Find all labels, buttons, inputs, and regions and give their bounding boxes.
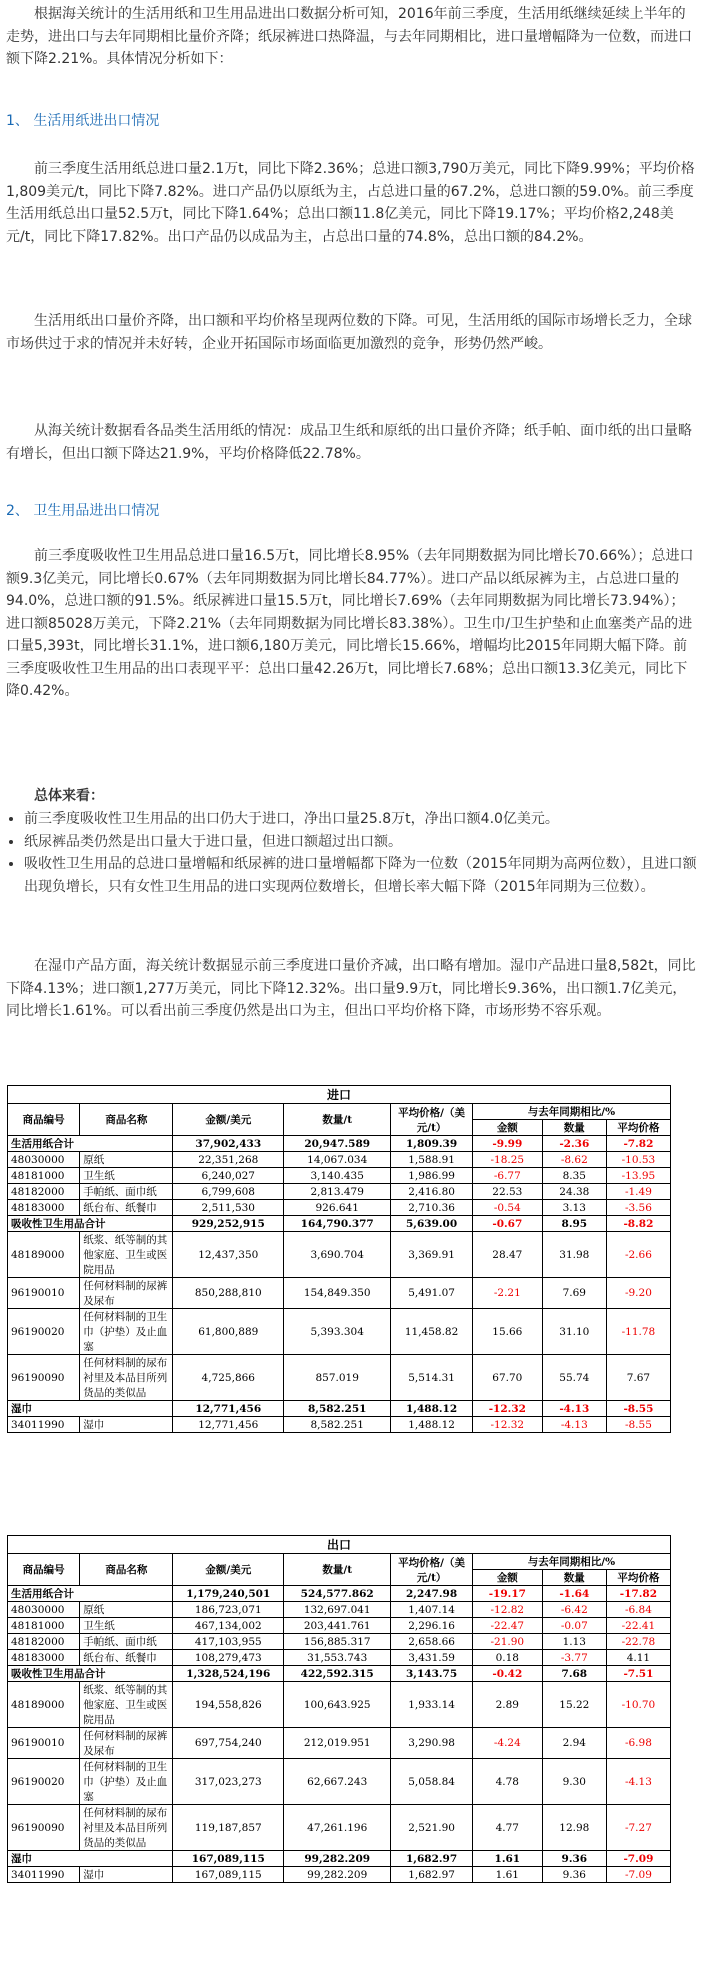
cell-yoy: -19.17 [472,1586,542,1602]
cell-yoy: 67.70 [472,1355,542,1401]
cell-name: 原纸 [80,1602,173,1618]
table-header-row [8,1104,671,1120]
cell-qty: 20,947.589 [284,1136,391,1152]
table-section-row [8,1401,671,1417]
cell-yoy: -17.82 [606,1586,670,1602]
cell-yoy: 8.95 [542,1216,606,1232]
summary-list [0,808,704,898]
cell-name: 卫生纸 [80,1168,173,1184]
cell-yoy: 2.89 [472,1682,542,1728]
cell-qty: 926.641 [284,1200,391,1216]
table-title-row [8,1536,671,1554]
cell-qty: 62,667.243 [284,1759,391,1805]
table-section-row [8,1586,671,1602]
header-yoy-qty: 数量 [542,1570,606,1586]
table-row [8,1152,671,1168]
cell-yoy: 4.77 [472,1805,542,1851]
cell-name: 任何材料制的尿裤及尿布 [80,1728,173,1759]
cell-avg: 2,521.90 [391,1805,473,1851]
paragraph-wet-wipes: 在湿巾产品方面，海关统计数据显示前三季度进口量价齐减，出口略有增加。湿巾产品进口量8,582t，同比下降4.13%；进口额1,277万美元，同比下降12.32%。出口量9.9万t，同比增长9.36%，出口额1.7亿美元，同比增长1.61%。可以看出前三季度仍然是出口为主，但出口平均价格下降，市场形势不容乐观。 [6,958,696,1019]
cell-name: 湿巾 [80,1417,173,1433]
cell-name: 纸浆、纸等制的其他家庭、卫生或医院用品 [80,1682,173,1728]
cell-avg: 3,369.91 [391,1232,473,1278]
cell-amount: 12,437,350 [173,1232,284,1278]
cell-qty: 100,643.925 [284,1682,391,1728]
cell-name: 手帕纸、面巾纸 [80,1634,173,1650]
cell-yoy: -4.13 [542,1401,606,1417]
cell-yoy: -13.95 [606,1168,670,1184]
cell-qty: 422,592.315 [284,1666,391,1682]
table-row [8,1355,671,1401]
cell-name: 纸台布、纸餐巾 [80,1200,173,1216]
header-yoy-avg: 平均价格 [606,1570,670,1586]
list-item: • 吸收性卫生用品的总进口量增幅和纸尿裤的进口量增幅都下降为一位数（2015年同期为高两位数），且进口额出现负增长，只有女性卫生用品的进口实现两位数增长，但增长率大幅下降（2015年同期为三位数）。 [24,853,704,898]
export-table [7,1535,671,1883]
cell-yoy: 0.18 [472,1650,542,1666]
cell-yoy: -1.64 [542,1586,606,1602]
cell-avg: 2,247.98 [391,1586,473,1602]
cell-qty: 8,582.251 [284,1417,391,1433]
cell-yoy: -8.55 [606,1417,670,1433]
cell-code: 48182000 [8,1184,80,1200]
cell-yoy: 9.36 [542,1851,606,1867]
cell-avg: 5,491.07 [391,1278,473,1309]
cell-qty: 212,019.951 [284,1728,391,1759]
cell-amount: 850,288,810 [173,1278,284,1309]
cell-yoy: -21.90 [472,1634,542,1650]
cell-code: 96190090 [8,1355,80,1401]
cell-yoy: -0.07 [542,1618,606,1634]
cell-qty: 99,282.209 [284,1851,391,1867]
cell-amount: 1,179,240,501 [173,1586,284,1602]
paragraph-tissue-analysis: 生活用纸出口量价齐降，出口额和平均价格呈现两位数的下降。可见，生活用纸的国际市场增长乏力，全球市场供过于求的情况并未好转，企业开拓国际市场面临更加激烈的竞争，形势仍然严峻。 [6,313,692,352]
cell-yoy: -3.56 [606,1200,670,1216]
header-avg: 平均价格/（美元/t） [391,1554,473,1586]
cell-yoy: -7.09 [606,1851,670,1867]
list-item: • 纸尿裤品类仍然是出口量大于进口量，但进口额超过出口额。 [24,831,704,854]
paragraph-tissue-stats: 前三季度生活用纸总进口量2.1万t，同比下降2.36%；总进口额3,790万美元，同比下降9.99%；平均价格1,809美元/t，同比下降7.82%。进口产品仍以原纸为主，占总进口量的67.2%，总进口额的59.0%。前三季度生活用纸总出口量52.5万t，同比下降1.64%；总出口额11.8亿美元，同比下降19.17%；平均价格2,248美元/t，同比下降17.82%。出口产品仍以成品为主，占总出口量的74.8%，总出口额的84.2%。 [6,161,695,245]
cell-avg: 5,514.31 [391,1355,473,1401]
table-row [8,1200,671,1216]
cell-yoy: -10.53 [606,1152,670,1168]
cell-name: 任何材料制的尿布衬里及本品目所列货品的类似品 [80,1805,173,1851]
cell-yoy: -10.70 [606,1682,670,1728]
import-table [7,1085,671,1433]
cell-code: 96190020 [8,1759,80,1805]
cell-yoy: -7.09 [606,1867,670,1883]
cell-yoy: 24.38 [542,1184,606,1200]
cell-avg: 3,290.98 [391,1728,473,1759]
cell-section-name: 湿巾 [8,1401,173,1417]
table-row [8,1184,671,1200]
header-yoy-qty: 数量 [542,1120,606,1136]
cell-yoy: 28.47 [472,1232,542,1278]
cell-avg: 2,658.66 [391,1634,473,1650]
cell-yoy: -7.51 [606,1666,670,1682]
table-row [8,1618,671,1634]
cell-yoy: 8.35 [542,1168,606,1184]
cell-yoy: 1.13 [542,1634,606,1650]
cell-qty: 164,790.377 [284,1216,391,1232]
cell-qty: 2,813.479 [284,1184,391,1200]
cell-yoy: -8.55 [606,1401,670,1417]
import-table-wrap [7,1085,671,1433]
cell-code: 48183000 [8,1200,80,1216]
export-table-wrap [7,1535,671,1883]
cell-avg: 2,296.16 [391,1618,473,1634]
cell-avg: 1,682.97 [391,1851,473,1867]
cell-yoy: -2.36 [542,1136,606,1152]
cell-yoy: -3.77 [542,1650,606,1666]
section-heading-hygiene: 2、 卫生用品进出口情况 [6,503,160,519]
cell-amount: 22,351,268 [173,1152,284,1168]
cell-amount: 4,725,866 [173,1355,284,1401]
cell-amount: 167,089,115 [173,1867,284,1883]
table-row [8,1728,671,1759]
cell-yoy: 3.13 [542,1200,606,1216]
table-title-row [8,1086,671,1104]
cell-yoy: 22.53 [472,1184,542,1200]
cell-avg: 3,143.75 [391,1666,473,1682]
paragraph-tissue-categories: 从海关统计数据看各品类生活用纸的情况：成品卫生纸和原纸的出口量价齐降；纸手帕、面巾纸的出口量略有增长，但出口额下降达21.9%，平均价格降低22.78%。 [6,423,692,462]
cell-yoy: 31.98 [542,1232,606,1278]
cell-amount: 417,103,955 [173,1634,284,1650]
cell-qty: 156,885.317 [284,1634,391,1650]
header-code: 商品编号 [8,1554,80,1586]
cell-name: 任何材料制的尿裤及尿布 [80,1278,173,1309]
cell-yoy: 9.30 [542,1759,606,1805]
cell-code: 34011990 [8,1417,80,1433]
cell-code: 96190090 [8,1805,80,1851]
cell-name: 任何材料制的卫生巾（护垫）及止血塞 [80,1759,173,1805]
cell-yoy: 15.66 [472,1309,542,1355]
table-title: 进口 [8,1086,671,1104]
cell-yoy: -12.32 [472,1401,542,1417]
cell-avg: 1,488.12 [391,1417,473,1433]
header-code: 商品编号 [8,1104,80,1136]
cell-yoy: -22.47 [472,1618,542,1634]
cell-name: 任何材料制的卫生巾（护垫）及止血塞 [80,1309,173,1355]
cell-amount: 929,252,915 [173,1216,284,1232]
cell-yoy: -6.42 [542,1602,606,1618]
cell-qty: 14,067.034 [284,1152,391,1168]
header-yoy-amount: 金额 [472,1120,542,1136]
cell-yoy: -9.99 [472,1136,542,1152]
cell-yoy: -0.67 [472,1216,542,1232]
cell-avg: 1,588.91 [391,1152,473,1168]
cell-yoy: -4.13 [542,1417,606,1433]
cell-amount: 186,723,071 [173,1602,284,1618]
table-row [8,1867,671,1883]
cell-code: 48182000 [8,1634,80,1650]
table-section-row [8,1216,671,1232]
cell-code: 48030000 [8,1602,80,1618]
paragraph-hygiene-stats: 前三季度吸收性卫生用品总进口量16.5万t，同比增长8.95%（去年同期数据为同比增长70.66%）；总进口额9.3亿美元，同比增长0.67%（去年同期数据为同比增长84.77%）。进口产品以纸尿裤为主，占总进口量的94.0%，总进口额的91.5%。纸尿裤进口量15.5万t，同比增长7.69%（去年同期数据为同比增长73.94%）；进口额85028万美元，下降2.21%（去年同期数据为同比增长83.38%）。卫生巾/卫生护垫和止血塞类产品的进口量5,393t，同比增长31.1%，进口额6,180万美元，同比增长15.66%，增幅均比2015年同期大幅下降。前三季度吸收性卫生用品的出口表现平平：总出口量42.26万t，同比增长7.68%；总出口额13.3亿美元，同比下降0.42%。 [6,548,694,699]
cell-yoy: 7.68 [542,1666,606,1682]
cell-name: 卫生纸 [80,1618,173,1634]
cell-yoy: 12.98 [542,1805,606,1851]
header-qty: 数量/t [284,1554,391,1586]
cell-avg: 1,933.14 [391,1682,473,1728]
cell-yoy: 7.67 [606,1355,670,1401]
cell-amount: 6,799,608 [173,1184,284,1200]
cell-section-name: 生活用纸合计 [8,1586,173,1602]
cell-amount: 1,328,524,196 [173,1666,284,1682]
cell-code: 34011990 [8,1867,80,1883]
cell-name: 原纸 [80,1152,173,1168]
cell-name: 纸浆、纸等制的其他家庭、卫生或医院用品 [80,1232,173,1278]
cell-yoy: -6.84 [606,1602,670,1618]
cell-yoy: -2.66 [606,1232,670,1278]
cell-qty: 203,441.761 [284,1618,391,1634]
cell-avg: 5,639.00 [391,1216,473,1232]
cell-qty: 31,553.743 [284,1650,391,1666]
cell-avg: 1,809.39 [391,1136,473,1152]
header-yoy-avg: 平均价格 [606,1120,670,1136]
cell-qty: 8,582.251 [284,1401,391,1417]
cell-amount: 194,558,826 [173,1682,284,1728]
header-amount: 金额/美元 [173,1104,284,1136]
header-qty: 数量/t [284,1104,391,1136]
intro-paragraph: 根据海关统计的生活用纸和卫生用品进出口数据分析可知，2016年前三季度，生活用纸继续延续上半年的走势，进出口与去年同期相比量价齐降；纸尿裤进口热降温，与去年同期相比，进口量增幅降为一位数，而进口额下降2.21%。具体情况分析如下： [6,6,692,67]
cell-yoy: -11.78 [606,1309,670,1355]
cell-amount: 119,187,857 [173,1805,284,1851]
header-name: 商品名称 [80,1104,173,1136]
cell-yoy: 4.11 [606,1650,670,1666]
table-section-row [8,1136,671,1152]
cell-yoy: -4.24 [472,1728,542,1759]
table-row [8,1232,671,1278]
cell-qty: 857.019 [284,1355,391,1401]
cell-code: 96190020 [8,1309,80,1355]
table-row [8,1682,671,1728]
cell-section-name: 湿巾 [8,1851,173,1867]
table-row [8,1602,671,1618]
cell-yoy: -8.62 [542,1152,606,1168]
cell-avg: 1,488.12 [391,1401,473,1417]
table-row [8,1759,671,1805]
cell-amount: 12,771,456 [173,1401,284,1417]
cell-name: 湿巾 [80,1867,173,1883]
cell-avg: 1,407.14 [391,1602,473,1618]
cell-avg: 2,416.80 [391,1184,473,1200]
cell-yoy: -7.27 [606,1805,670,1851]
cell-amount: 317,023,273 [173,1759,284,1805]
cell-amount: 108,279,473 [173,1650,284,1666]
cell-amount: 37,902,433 [173,1136,284,1152]
table-row [8,1278,671,1309]
cell-yoy: 4.78 [472,1759,542,1805]
cell-code: 96190010 [8,1278,80,1309]
cell-yoy: -4.13 [606,1759,670,1805]
cell-name: 纸台布、纸餐巾 [80,1650,173,1666]
cell-amount: 467,134,002 [173,1618,284,1634]
cell-qty: 5,393.304 [284,1309,391,1355]
table-row [8,1650,671,1666]
cell-amount: 697,754,240 [173,1728,284,1759]
header-amount: 金额/美元 [173,1554,284,1586]
cell-amount: 12,771,456 [173,1417,284,1433]
table-section-row [8,1666,671,1682]
cell-qty: 132,697.041 [284,1602,391,1618]
cell-avg: 5,058.84 [391,1759,473,1805]
cell-yoy: 1.61 [472,1851,542,1867]
header-name: 商品名称 [80,1554,173,1586]
cell-yoy: 15.22 [542,1682,606,1728]
cell-avg: 1,986.99 [391,1168,473,1184]
cell-code: 48181000 [8,1618,80,1634]
cell-avg: 3,431.59 [391,1650,473,1666]
cell-yoy: 9.36 [542,1867,606,1883]
cell-qty: 524,577.862 [284,1586,391,1602]
table-row [8,1634,671,1650]
cell-yoy: -0.54 [472,1200,542,1216]
table-row [8,1805,671,1851]
cell-amount: 6,240,027 [173,1168,284,1184]
cell-amount: 2,511,530 [173,1200,284,1216]
table-title: 出口 [8,1536,671,1554]
cell-amount: 61,800,889 [173,1309,284,1355]
cell-section-name: 吸收性卫生用品合计 [8,1216,173,1232]
table-header-row [8,1554,671,1570]
import-table-body [8,1086,671,1433]
cell-code: 48181000 [8,1168,80,1184]
cell-qty: 47,261.196 [284,1805,391,1851]
cell-code: 48189000 [8,1682,80,1728]
cell-yoy: -2.21 [472,1278,542,1309]
cell-qty: 3,690.704 [284,1232,391,1278]
cell-yoy: -18.25 [472,1152,542,1168]
cell-yoy: 7.69 [542,1278,606,1309]
cell-yoy: -8.82 [606,1216,670,1232]
cell-code: 96190010 [8,1728,80,1759]
header-yoy-amount: 金额 [472,1570,542,1586]
cell-qty: 154,849.350 [284,1278,391,1309]
cell-section-name: 生活用纸合计 [8,1136,173,1152]
header-avg: 平均价格/（美元/t） [391,1104,473,1136]
cell-avg: 2,710.36 [391,1200,473,1216]
cell-yoy: -0.42 [472,1666,542,1682]
cell-yoy: -1.49 [606,1184,670,1200]
cell-yoy: -12.32 [472,1417,542,1433]
cell-yoy: -7.82 [606,1136,670,1152]
cell-code: 48030000 [8,1152,80,1168]
table-row [8,1309,671,1355]
cell-avg: 11,458.82 [391,1309,473,1355]
cell-qty: 3,140.435 [284,1168,391,1184]
cell-yoy: -22.78 [606,1634,670,1650]
table-row [8,1168,671,1184]
cell-section-name: 吸收性卫生用品合计 [8,1666,173,1682]
cell-yoy: -12.82 [472,1602,542,1618]
cell-yoy: 31.10 [542,1309,606,1355]
cell-name: 任何材料制的尿布衬里及本品目所列货品的类似品 [80,1355,173,1401]
cell-code: 48189000 [8,1232,80,1278]
section-heading-tissue: 1、 生活用纸进出口情况 [6,113,160,129]
cell-yoy: 55.74 [542,1355,606,1401]
cell-amount: 167,089,115 [173,1851,284,1867]
cell-yoy: 2.94 [542,1728,606,1759]
table-section-row [8,1851,671,1867]
cell-yoy: -6.98 [606,1728,670,1759]
cell-qty: 99,282.209 [284,1867,391,1883]
cell-code: 48183000 [8,1650,80,1666]
cell-yoy: 1.61 [472,1867,542,1883]
cell-yoy: -9.20 [606,1278,670,1309]
cell-yoy: -22.41 [606,1618,670,1634]
summary-title: 总体来看： [34,788,104,804]
table-row [8,1417,671,1433]
cell-name: 手帕纸、面巾纸 [80,1184,173,1200]
header-yoy: 与去年同期相比/% [472,1554,670,1570]
cell-yoy: -6.77 [472,1168,542,1184]
cell-avg: 1,682.97 [391,1867,473,1883]
export-table-body [8,1536,671,1883]
list-item: • 前三季度吸收性卫生用品的出口仍大于进口，净出口量25.8万t，净出口额4.0亿美元。 [24,808,704,831]
header-yoy: 与去年同期相比/% [472,1104,670,1120]
